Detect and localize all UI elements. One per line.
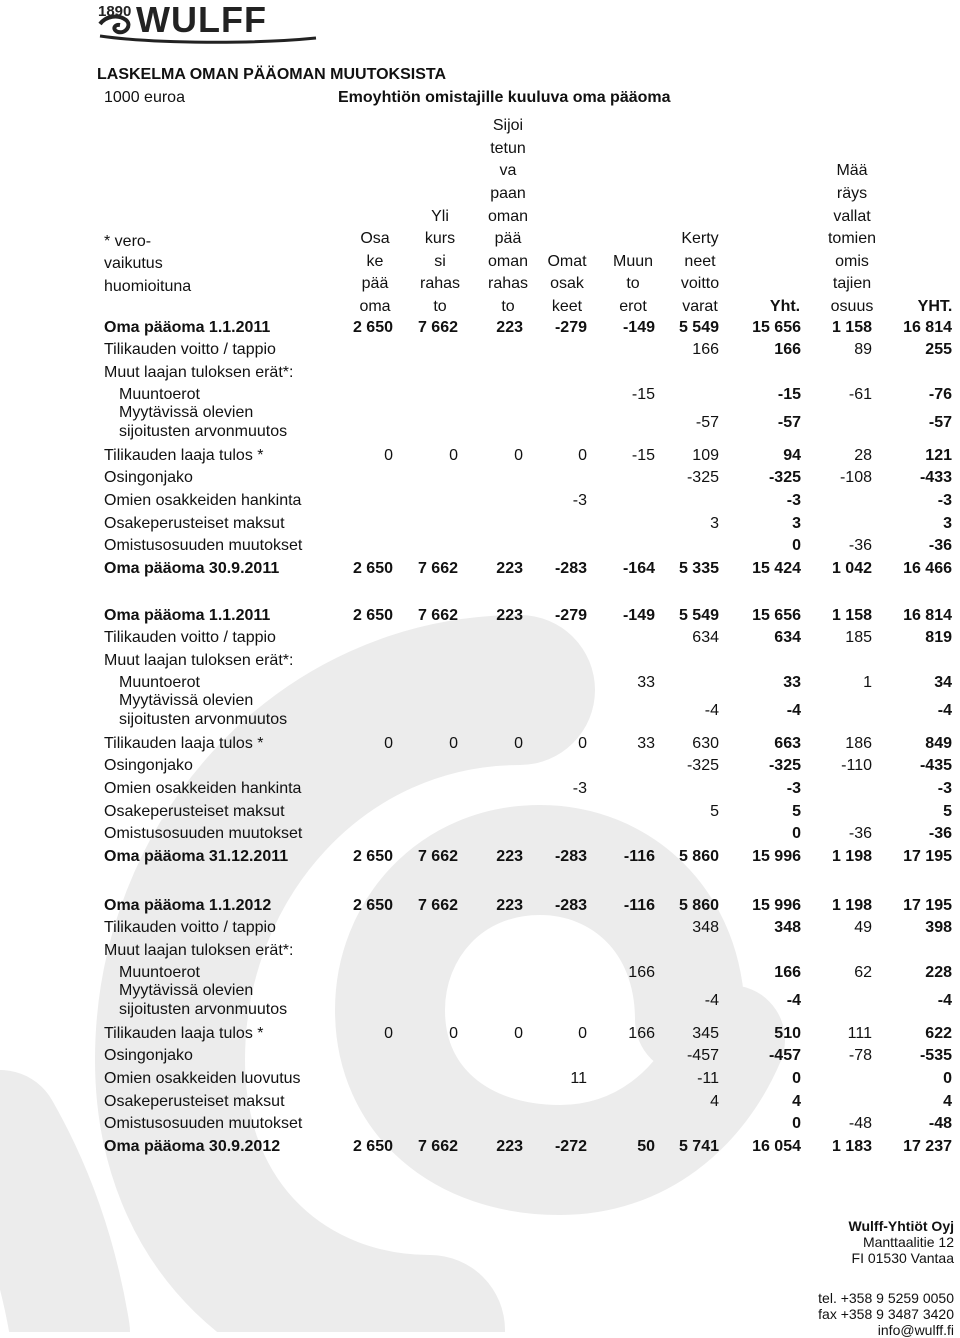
column-header-line: omis [835,252,869,270]
table-cell: 622 [925,1025,952,1042]
table-cell: -457 [686,1047,719,1064]
table-cell: 166 [774,964,801,981]
table-cell: 16 814 [903,607,952,624]
column-header-line: Yli [431,207,449,225]
column-header-line: va [499,162,517,180]
row-label: Myytävissä olevien [119,692,254,709]
table-cell: 0 [449,735,458,752]
column-header-line: vallat [833,207,871,225]
table-cell: -4 [937,992,952,1009]
note-header-line: huomioituna [104,278,192,295]
column-header-line: osuus [830,298,874,315]
column-header-line: ke [366,252,384,270]
row-label: Oma pääoma 1.1.2011 [104,319,271,336]
table-cell: -36 [848,537,872,554]
table-cell: -325 [768,469,801,486]
table-cell: 11 [570,1070,587,1087]
table-cell: 223 [496,1138,523,1155]
table-cell: 5 549 [678,319,719,336]
table-cell: -110 [841,757,872,774]
row-label: Osingonjako [104,469,193,486]
table-cell: 0 [384,447,393,464]
column-header-line: paan [490,185,526,202]
table-cell: -4 [704,702,719,719]
table-cell: -435 [919,757,952,774]
footer-phone: tel. +358 9 5259 0050 [818,1290,954,1306]
table-cell: -4 [786,992,801,1009]
column-header-line: pää [494,230,522,248]
table-cell: -15 [631,447,655,464]
table-cell: 228 [925,964,952,981]
row-label: Omistusosuuden muutokset [104,1115,303,1132]
row-label: Oma pääoma 31.12.2011 [104,848,289,865]
column-header-line: Muun [612,252,654,270]
row-label-line2: sijoitusten arvonmuutos [119,423,288,440]
row-label: Tilikauden laaja tulos * [104,447,264,464]
table-cell: 4 [710,1093,719,1110]
row-label: Tilikauden voitto / tappio [104,919,276,936]
table-cell: 663 [774,735,801,752]
table-cell: 1 183 [831,1138,872,1155]
column-header-line: si [434,252,446,270]
row-label: Muuntoerot [119,674,200,691]
report-title: LASKELMA OMAN PÄÄOMAN MUUTOKSISTA [97,66,447,83]
table-cell: 0 [514,447,523,464]
table-cell: 49 [854,919,872,936]
table-cell: -457 [768,1047,801,1064]
table-cell: -3 [937,492,952,509]
row-label: Osakeperusteiset maksut [104,515,285,532]
table-cell: -4 [937,702,952,719]
table-cell: 1 [863,674,872,691]
column-header-line: erot [619,298,647,315]
table-cell: -57 [695,414,719,431]
table-cell: -78 [848,1047,872,1064]
column-header-line: to [626,275,640,293]
table-cell: 34 [934,674,952,691]
table-cell: 185 [845,629,872,646]
row-label: Tilikauden laaja tulos * [104,735,264,752]
table-cell: 634 [692,629,719,646]
table-cell: 345 [692,1025,719,1042]
table-cell: -15 [777,386,801,403]
table-cell: 0 [384,735,393,752]
table-cell: 2 650 [352,607,393,624]
column-header-line: oma [359,298,391,315]
table-cell: 50 [637,1138,655,1155]
company-logo [96,0,376,53]
row-label: Muuntoerot [119,386,200,403]
table-cell: 2 650 [352,560,393,577]
table-cell: 3 [792,515,801,532]
table-cell: -149 [622,607,655,624]
footer-company: Wulff-Yhtiöt Oyj [848,1218,954,1234]
table-cell: 166 [628,964,655,981]
table-cell: 15 656 [752,319,801,336]
table-cell: 121 [925,447,952,464]
table-cell: 4 [943,1093,952,1110]
table-cell: 398 [925,919,952,936]
table-cell: -283 [554,848,587,865]
column-header-line: tajien [832,275,872,293]
table-cell: 0 [578,735,587,752]
table-cell: 33 [637,735,655,752]
row-label: Osingonjako [104,757,193,774]
table-cell: 0 [792,825,801,842]
table-cell: 5 741 [678,1138,719,1155]
table-cell: -283 [554,560,587,577]
table-cell: -149 [622,319,655,336]
table-cell: -108 [839,469,872,486]
table-cell: -4 [786,702,801,719]
row-label: Tilikauden voitto / tappio [104,341,276,358]
table-cell: 0 [514,735,523,752]
table-cell: -283 [554,897,587,914]
row-label: Tilikauden voitto / tappio [104,629,276,646]
table-cell: 62 [854,964,872,981]
table-cell: 4 [792,1093,801,1110]
table-cell: 166 [774,341,801,358]
table-cell: -36 [848,825,872,842]
table-cell: 510 [774,1025,801,1042]
table-cell: -4 [704,992,719,1009]
table-cell: -3 [572,780,587,797]
logo-year: 1890 [98,3,132,20]
table-cell: 7 662 [417,607,458,624]
table-cell: 0 [578,1025,587,1042]
table-cell: 109 [692,447,719,464]
table-cell: 2 650 [352,897,393,914]
table-cell: 1 158 [831,319,872,336]
table-cell: 0 [792,1115,801,1132]
table-cell: 7 662 [417,897,458,914]
table-cell: 2 650 [352,1138,393,1155]
note-header-line: * vero- [104,232,152,250]
table-cell: 7 662 [417,1138,458,1155]
column-header-line: voitto [680,275,720,293]
row-label: Muut laajan tuloksen erät*: [104,942,294,959]
table-cell: 5 549 [678,607,719,624]
group-header: Emoyhtiön omistajille kuuluva oma pääoma [338,89,671,106]
table-cell: 17 237 [903,1138,952,1155]
table-cell: -164 [622,560,655,577]
table-cell: 223 [496,319,523,336]
footer-street: Manttaalitie 12 [862,1234,954,1250]
table-cell: -279 [554,319,587,336]
column-header-line: osak [550,275,584,293]
column-header-line: Osa [360,230,390,248]
table-cell: 223 [496,560,523,577]
column-header-line: rahas [419,275,461,293]
column-header-line: kurs [424,230,456,248]
row-label: Muuntoerot [119,964,200,981]
table-cell: 630 [692,735,719,752]
column-header-line: Yht. [769,298,801,315]
table-cell: -57 [777,414,801,431]
table-cell: 89 [854,341,872,358]
table-cell: -11 [697,1070,719,1087]
table-cell: -325 [768,757,801,774]
column-header-line: Mää [836,162,868,180]
column-header-line: keet [551,298,583,315]
row-label: Oma pääoma 30.9.2011 [104,560,280,577]
table-cell: -279 [554,607,587,624]
table-cell: 15 996 [752,897,801,914]
table-cell: -48 [848,1115,872,1132]
table-cell: 111 [847,1025,872,1042]
table-cell: 17 195 [903,848,952,865]
table-cell: 223 [496,897,523,914]
unit-label: 1000 euroa [104,89,185,106]
table-cell: -116 [623,897,655,914]
table-cell: 94 [783,447,801,464]
row-label-line2: sijoitusten arvonmuutos [119,1001,288,1018]
column-header-line: rahas [487,275,529,293]
logo-brand: WULFF [136,0,267,40]
row-label: Omien osakkeiden hankinta [104,780,302,797]
column-header-line: to [501,298,515,315]
column-header-line: neet [684,252,716,270]
table-cell: 819 [925,629,952,646]
table-cell: 186 [845,735,872,752]
table-cell: 17 195 [903,897,952,914]
table-cell: -57 [928,414,952,431]
table-cell: 15 424 [752,560,801,577]
table-cell: 166 [692,341,719,358]
table-cell: -48 [928,1115,952,1132]
row-label: Muut laajan tuloksen erät*: [104,652,294,669]
note-header-line: vaikutus [104,255,163,273]
table-cell: -3 [786,780,801,797]
table-cell: -76 [928,386,952,403]
row-label: Oma pääoma 1.1.2012 [104,897,272,914]
row-label: Omistusosuuden muutokset [104,537,303,554]
table-cell: 5 335 [678,560,719,577]
table-cell: 1 158 [831,607,872,624]
table-cell: 255 [925,341,952,358]
row-label: Omistusosuuden muutokset [104,825,303,842]
table-cell: 348 [774,919,801,936]
row-label: Oma pääoma 1.1.2011 [104,607,271,624]
footer-email: info@wulff.fi [877,1322,954,1338]
table-cell: -3 [786,492,801,509]
table-cell: 166 [628,1025,655,1042]
row-label: Osingonjako [104,1047,193,1064]
table-cell: -272 [554,1138,587,1155]
company-contact [818,1218,954,1338]
table-cell: 7 662 [417,560,458,577]
table-cell: 0 [449,1025,458,1042]
table-cell: 3 [710,515,719,532]
table-cell: -3 [572,492,587,509]
row-label: Omien osakkeiden hankinta [104,492,302,509]
footer-city: FI 01530 Vantaa [851,1250,954,1266]
table-cell: 1 198 [831,897,872,914]
table-cell: 849 [925,735,952,752]
row-label: Omien osakkeiden luovutus [104,1070,301,1087]
table-cell: 3 [943,515,952,532]
table-cell: 15 996 [752,848,801,865]
table-cell: -325 [686,469,719,486]
table-cell: 33 [637,674,655,691]
table-cell: 5 [710,803,719,820]
column-header-line: YHT. [917,298,953,315]
table-cell: -535 [919,1047,952,1064]
table-cell: -325 [686,757,719,774]
row-label: Myytävissä olevien [119,982,254,999]
table-cell: 1 042 [831,560,872,577]
column-header-line: oman [487,207,529,225]
table-cell: -36 [928,825,952,842]
table-cell: 5 [792,803,801,820]
table-cell: 7 662 [417,848,458,865]
table-cell: 16 054 [752,1138,801,1155]
column-header-line: oman [487,252,529,270]
table-cell: -3 [937,780,952,797]
table-cell: 2 650 [352,319,393,336]
table-cell: 0 [943,1070,952,1087]
column-header-line: tomien [827,230,877,248]
column-header-line: Sijoi [492,117,524,135]
table-cell: -15 [631,386,655,403]
table-cell: 15 656 [752,607,801,624]
row-label: Osakeperusteiset maksut [104,803,285,820]
row-label-line2: sijoitusten arvonmuutos [119,711,288,728]
column-header-line: Kerty [681,230,719,248]
table-cell: 16 466 [903,560,952,577]
table-cell: 2 650 [352,848,393,865]
table-cell: 223 [496,848,523,865]
row-label: Muut laajan tuloksen erät*: [104,364,294,381]
column-header-line: varat [682,298,718,315]
table-cell: -36 [928,537,952,554]
column-header-line: tetun [490,139,526,157]
table-cell: 5 860 [678,848,719,865]
table-cell: 16 814 [903,319,952,336]
table-cell: -61 [848,386,872,403]
table-cell: 5 [943,803,952,820]
table-cell: 634 [774,629,801,646]
row-label: Myytävissä olevien [119,404,254,421]
table-cell: -433 [919,469,952,486]
column-header-line: pää [361,275,389,293]
table-cell: 0 [514,1025,523,1042]
row-label: Oma pääoma 30.9.2012 [104,1138,281,1155]
table-cell: 0 [792,537,801,554]
column-header-line: to [433,298,447,315]
table-cell: 0 [792,1070,801,1087]
table-cell: 28 [854,447,872,464]
table-cell: 5 860 [678,897,719,914]
row-label: Tilikauden laaja tulos * [104,1025,264,1042]
table-cell: 0 [384,1025,393,1042]
column-header-line: räys [836,185,868,202]
table-cell: 0 [578,447,587,464]
table-cell: 223 [496,607,523,624]
table-cell: 1 198 [831,848,872,865]
table-cell: 348 [692,919,719,936]
row-label: Osakeperusteiset maksut [104,1093,285,1110]
table-cell: 0 [449,447,458,464]
table-cell: -116 [623,848,655,865]
column-header-line: Omat [547,252,587,270]
table-cell: 7 662 [417,319,458,336]
footer-fax: fax +358 9 3487 3420 [818,1306,954,1322]
table-cell: 33 [783,674,801,691]
